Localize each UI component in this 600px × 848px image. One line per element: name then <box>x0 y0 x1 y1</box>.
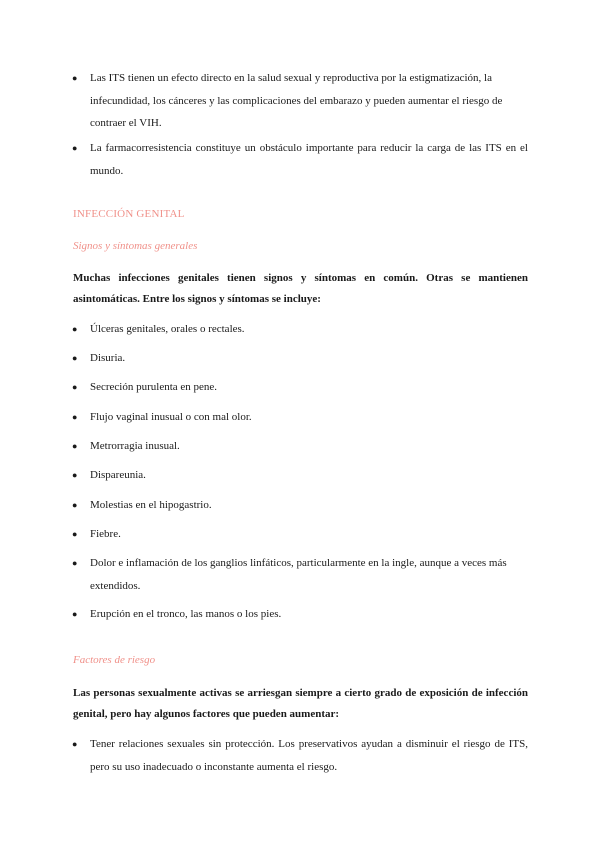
bullet-icon: ● <box>72 143 78 153</box>
list-item <box>72 406 528 429</box>
list-item <box>72 603 528 626</box>
list-item-text: Las ITS tienen un efecto directo en la salud sexual y reproductiva por la estigmatización, la infecundidad, los cánceres y las complicaciones del embarazo y pueden aumentar el riesgo de contraer el VIH. <box>90 72 503 129</box>
list-item <box>72 523 528 546</box>
list-item-text: Molestias en el hipogastrio. <box>90 499 212 511</box>
list-item <box>72 552 528 597</box>
bullet-icon: ● <box>72 609 78 619</box>
bullet-icon: ● <box>72 73 78 83</box>
bullet-icon: ● <box>72 739 78 749</box>
bullet-icon: ● <box>72 412 78 422</box>
list-item-text: Úlceras genitales, orales o rectales. <box>90 323 245 335</box>
bullet-icon: ● <box>72 470 78 480</box>
list-item-text: Erupción en el tronco, las manos o los pies. <box>90 608 282 620</box>
bullet-icon: ● <box>72 353 78 363</box>
list-item <box>72 137 528 182</box>
list-item <box>72 494 528 517</box>
bullet-icon: ● <box>72 441 78 451</box>
list-item-text: Dolor e inflamación de los ganglios linfáticos, particularmente en la ingle, aunque a veces más extendidos. <box>90 557 507 592</box>
section-title: INFECCIÓN GENITAL <box>73 208 185 220</box>
list-item-text: Secreción purulenta en pene. <box>90 381 218 393</box>
list-item-text: La farmacorresistencia constituye un obstáculo importante para reducir la carga de las ITS en el mundo. <box>90 142 528 177</box>
list-item-text: Disuria. <box>90 352 126 364</box>
subsection-title-risk: Factores de riesgo <box>73 654 156 666</box>
bullet-icon: ● <box>72 529 78 539</box>
list-item <box>72 376 528 399</box>
list-item-text: Tener relaciones sexuales sin protección. Los preservativos ayudan a disminuir el riesgo de ITS, pero su uso inadecuado o inconstante aumenta el riesgo. <box>90 738 528 773</box>
list-item-text: Dispareunia. <box>90 469 146 481</box>
list-item <box>72 435 528 458</box>
bullet-icon: ● <box>72 382 78 392</box>
list-item-text: Metrorragia inusual. <box>90 440 180 452</box>
list-item <box>72 318 528 341</box>
bullet-icon: ● <box>72 500 78 510</box>
subsection-title-signs: Signos y síntomas generales <box>73 240 198 252</box>
bullet-icon: ● <box>72 324 78 334</box>
list-item-text: Flujo vaginal inusual o con mal olor. <box>90 411 252 423</box>
bullet-icon: ● <box>72 558 78 568</box>
list-item <box>72 347 528 370</box>
list-item-text: Fiebre. <box>90 528 121 540</box>
list-item <box>72 464 528 487</box>
signs-intro: Muchas infecciones genitales tienen signos y síntomas en común. Otras se mantienen asintomáticas. Entre los signos y síntomas se incluye: <box>73 272 528 305</box>
list-item <box>72 67 528 135</box>
risk-intro: Las personas sexualmente activas se arriesgan siempre a cierto grado de exposición de infección genital, pero hay algunos factores que pueden aumentar: <box>73 687 528 720</box>
list-item <box>72 733 528 778</box>
